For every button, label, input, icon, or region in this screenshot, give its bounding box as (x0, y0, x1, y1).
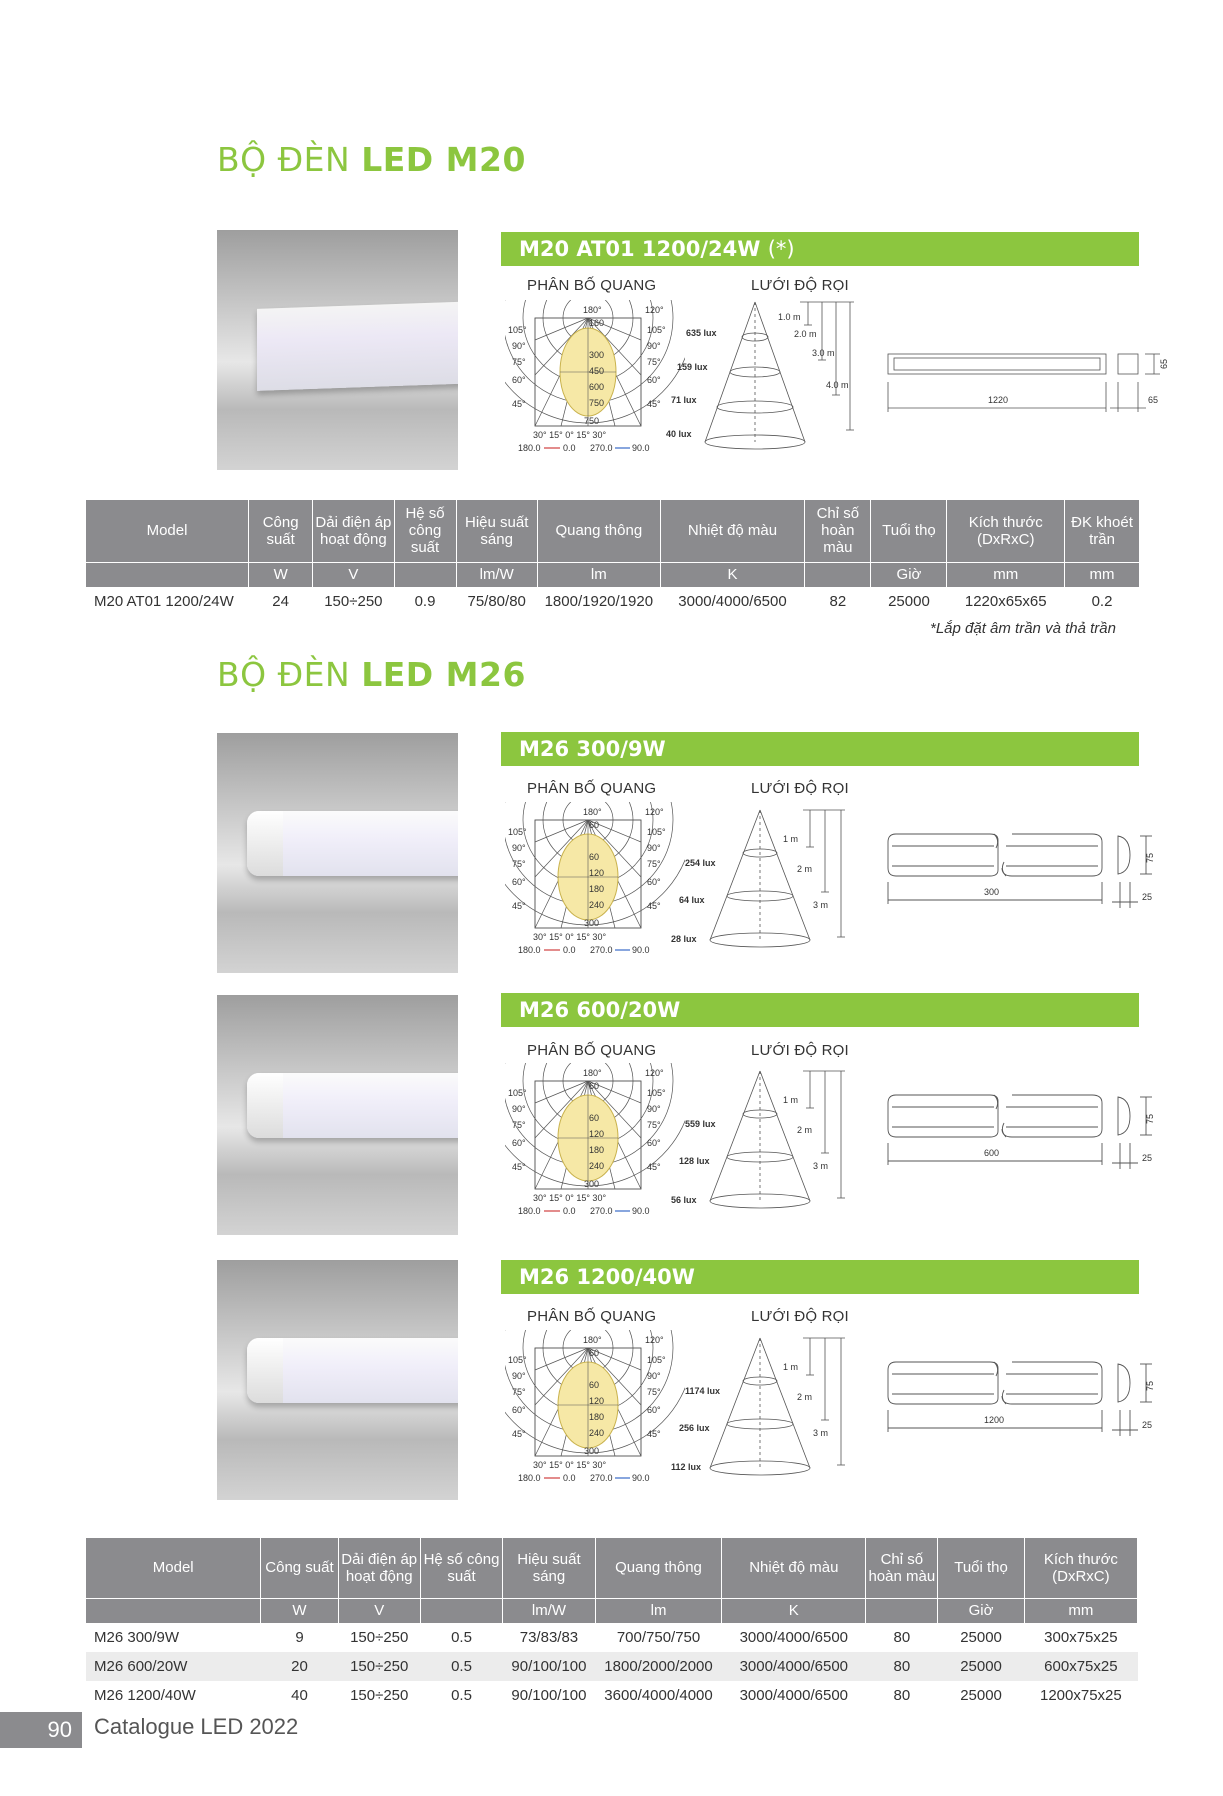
svg-text:60: 60 (589, 1081, 600, 1091)
table-row: M20 AT01 1200/24W 24 150÷250 0.9 75/80/80 1800/1920/1920 3000/4000/6500 82 25000 1220x65x65 0.2 (94, 592, 1113, 610)
table-header-row: Model Công suất Dải điện áp hoạt động Hệ số công suất Hiệu suất sáng Quang thông Nhiệt độ màu Chỉ số hoàn màu Tuổi thọ Kích thước (DxRxC) ĐK khoét trần (86, 500, 1140, 562)
svg-text:45°: 45° (512, 1429, 526, 1439)
svg-text:25: 25 (1142, 892, 1153, 902)
svg-text:75°: 75° (512, 859, 526, 869)
lamp-image (247, 1338, 458, 1403)
cone-diagram-m20 (660, 290, 870, 460)
svg-text:105°: 105° (508, 325, 527, 335)
svg-text:3.0 m: 3.0 m (812, 348, 835, 358)
cone-label: LƯỚI ĐỘ RỌI (751, 1308, 849, 1325)
dimension-diagram-m26-1200 (880, 1350, 1180, 1440)
svg-text:105°: 105° (647, 325, 666, 335)
polar-label: PHÂN BỐ QUANG (527, 1042, 657, 1059)
section-title-m20 (217, 140, 526, 179)
svg-text:90.0: 90.0 (632, 443, 650, 453)
svg-text:2.0 m: 2.0 m (794, 329, 817, 339)
cone-diagram-m26-1200 (665, 1330, 865, 1480)
svg-text:60°: 60° (647, 375, 661, 385)
svg-text:60°: 60° (512, 877, 526, 887)
svg-text:75°: 75° (512, 1120, 526, 1130)
lux-label: 256 lux (679, 1423, 710, 1433)
table-row: M26 600/20W 20 150÷250 0.5 90/100/100 1800/2000/2000 3000/4000/6500 80 25000 600x75x25 (86, 1652, 1138, 1681)
svg-text:180.0: 180.0 (518, 443, 541, 453)
product-name: M20 AT01 1200/24W (519, 237, 761, 261)
svg-text:270.0: 270.0 (590, 945, 613, 955)
dim-width: 65 (1148, 395, 1159, 405)
svg-text:45°: 45° (647, 901, 661, 911)
svg-text:120: 120 (589, 1396, 605, 1406)
svg-text:60: 60 (589, 1348, 600, 1358)
polar-label: PHÂN BỐ QUANG (527, 780, 657, 797)
svg-text:105°: 105° (647, 1355, 666, 1365)
dim-length: 300 (984, 887, 1000, 897)
product-bar-m26-600: M26 600/20W (501, 993, 1139, 1027)
svg-text:90.0: 90.0 (632, 1206, 650, 1216)
footnote: *Lắp đặt âm trần và thả trần (930, 620, 1116, 637)
svg-text:0.0: 0.0 (563, 443, 576, 453)
svg-text:90°: 90° (512, 1371, 526, 1381)
svg-text:40 lux: 40 lux (666, 429, 692, 439)
svg-text:240: 240 (589, 900, 605, 910)
product-bar-m20 (501, 232, 1139, 266)
svg-text:180: 180 (589, 884, 605, 894)
svg-text:30° 15° 0° 15° 30°: 30° 15° 0° 15° 30° (533, 1460, 607, 1470)
lamp-image (247, 811, 458, 876)
spec-table-m20 (86, 500, 1140, 616)
polar-bottom: 30° 15° 0° 15° 30° (533, 430, 607, 440)
svg-text:60: 60 (589, 1113, 600, 1123)
svg-text:270.0: 270.0 (590, 443, 613, 453)
polar-top-120: 120° (645, 305, 664, 315)
svg-text:0.0: 0.0 (563, 1473, 576, 1483)
svg-text:45°: 45° (512, 1162, 526, 1172)
svg-text:60: 60 (589, 852, 600, 862)
table-header-row: Model Công suất Dải điện áp hoạt động Hệ số công suất Hiệu suất sáng Quang thông Nhiệt độ màu Chỉ số hoàn màu Tuổi thọ Kích thước (DxRxC) (86, 1538, 1138, 1598)
svg-text:75: 75 (1145, 1113, 1155, 1124)
svg-text:45°: 45° (512, 901, 526, 911)
svg-text:120°: 120° (645, 807, 664, 817)
svg-text:0.0: 0.0 (563, 1206, 576, 1216)
product-photo-m26-600 (217, 995, 458, 1235)
svg-text:60°: 60° (647, 1138, 661, 1148)
svg-text:120°: 120° (645, 1335, 664, 1345)
distance-label: 1 m (783, 1095, 799, 1105)
svg-text:4.0 m: 4.0 m (826, 380, 849, 390)
polar-top-180: 180° (583, 305, 602, 315)
distance-label: 1 m (783, 1362, 799, 1372)
svg-text:25: 25 (1142, 1420, 1153, 1430)
polar-label: PHÂN BỐ QUANG (527, 1308, 657, 1325)
svg-text:75°: 75° (647, 357, 661, 367)
svg-text:270.0: 270.0 (590, 1473, 613, 1483)
lux-label: 112 lux (671, 1462, 702, 1472)
product-photo-m20 (217, 230, 458, 470)
svg-text:180.0: 180.0 (518, 1473, 541, 1483)
table-row: M26 300/9W 9 150÷250 0.5 73/83/83 700/750/750 3000/4000/6500 80 25000 300x75x25 (94, 1628, 1118, 1646)
svg-text:270.0: 270.0 (590, 1206, 613, 1216)
svg-text:90°: 90° (512, 843, 526, 853)
svg-text:240: 240 (589, 1428, 605, 1438)
page-number: 90 (0, 1712, 82, 1748)
spec-table-m26 (86, 1538, 1138, 1710)
dimension-diagram-m26-300 (880, 822, 1180, 912)
svg-text:300: 300 (589, 350, 605, 360)
svg-text:180.0: 180.0 (518, 1206, 541, 1216)
svg-text:120: 120 (589, 868, 605, 878)
lux-label: 128 lux (679, 1156, 710, 1166)
dim-length: 1200 (984, 1415, 1005, 1425)
svg-text:90°: 90° (512, 341, 526, 351)
polar-diagram-m26-600 (505, 1063, 685, 1223)
svg-text:0.0: 0.0 (563, 945, 576, 955)
product-bar-m26-1200: M26 1200/40W (501, 1260, 1139, 1294)
svg-text:300: 300 (584, 1179, 600, 1189)
svg-text:180°: 180° (583, 1068, 602, 1078)
lux-label: 559 lux (685, 1119, 716, 1129)
svg-text:60°: 60° (512, 375, 526, 385)
svg-text:60°: 60° (647, 1405, 661, 1415)
svg-text:160: 160 (589, 318, 605, 328)
dimension-diagram-m26-600 (880, 1083, 1180, 1173)
distance-label: 1 m (783, 834, 799, 844)
dimension-diagram-m20 (880, 340, 1180, 420)
product-photo-m26-300 (217, 733, 458, 973)
cone-label: LƯỚI ĐỘ RỌI (751, 1042, 849, 1059)
svg-text:90°: 90° (647, 1104, 661, 1114)
svg-text:75°: 75° (647, 1387, 661, 1397)
lux-label: 1174 lux (685, 1386, 721, 1396)
cone-diagram-m26-600 (665, 1063, 865, 1213)
svg-text:45°: 45° (647, 1162, 661, 1172)
svg-text:750: 750 (584, 416, 600, 426)
distance-label: 3 m (813, 900, 829, 910)
table-row: M26 1200/40W 40 150÷250 0.5 90/100/100 3600/4000/4000 3000/4000/6500 80 25000 1200x75x25 (94, 1686, 1122, 1704)
svg-text:75°: 75° (647, 859, 661, 869)
product-note: (*) (767, 237, 795, 261)
svg-text:90°: 90° (647, 843, 661, 853)
svg-text:105°: 105° (508, 827, 527, 837)
svg-text:30° 15° 0° 15° 30°: 30° 15° 0° 15° 30° (533, 932, 607, 942)
svg-text:75: 75 (1145, 1380, 1155, 1391)
svg-text:180: 180 (589, 1145, 605, 1155)
svg-text:750: 750 (589, 398, 605, 408)
svg-text:75: 75 (1145, 852, 1155, 863)
svg-text:180.0: 180.0 (518, 945, 541, 955)
svg-text:45°: 45° (512, 399, 526, 409)
svg-text:120: 120 (589, 1129, 605, 1139)
title-prefix: BỘ ĐÈN (217, 140, 362, 179)
lux-label: 28 lux (671, 934, 697, 944)
svg-text:71 lux: 71 lux (671, 395, 697, 405)
svg-text:60: 60 (589, 820, 600, 830)
title-bold: LED M26 (361, 655, 526, 694)
svg-text:90.0: 90.0 (632, 1473, 650, 1483)
polar-diagram-m26-300 (505, 802, 685, 962)
svg-text:105°: 105° (508, 1355, 527, 1365)
svg-text:180°: 180° (583, 807, 602, 817)
svg-text:90°: 90° (512, 1104, 526, 1114)
dim-length: 1220 (988, 395, 1009, 405)
svg-text:75°: 75° (512, 1387, 526, 1397)
svg-text:90°: 90° (647, 1371, 661, 1381)
dim-height: 65 (1159, 358, 1169, 369)
svg-text:300: 300 (584, 1446, 600, 1456)
distance-label: 2 m (797, 1392, 813, 1402)
lamp-image (257, 301, 458, 391)
svg-text:105°: 105° (647, 827, 666, 837)
polar-label: PHÂN BỐ QUANG (527, 277, 657, 294)
lux-label: 254 lux (685, 858, 716, 868)
svg-text:60°: 60° (512, 1138, 526, 1148)
svg-text:60°: 60° (647, 877, 661, 887)
svg-text:600: 600 (589, 382, 605, 392)
svg-text:180: 180 (589, 1412, 605, 1422)
distance-label: 3 m (813, 1161, 829, 1171)
svg-text:25: 25 (1142, 1153, 1153, 1163)
table-units-row: W V lm/W lm K Giờ mm mm (86, 562, 1140, 587)
svg-text:120°: 120° (645, 1068, 664, 1078)
svg-text:90.0: 90.0 (632, 945, 650, 955)
section-title-m26 (217, 655, 526, 694)
cone-label: LƯỚI ĐỘ RỌI (751, 277, 849, 294)
dim-length: 600 (984, 1148, 1000, 1158)
product-bar-m26-300: M26 300/9W (501, 732, 1139, 766)
distance-label: 2 m (797, 1125, 813, 1135)
svg-text:240: 240 (589, 1161, 605, 1171)
svg-text:300: 300 (584, 918, 600, 928)
svg-text:60°: 60° (512, 1405, 526, 1415)
svg-text:90°: 90° (647, 341, 661, 351)
distance-label: 2 m (797, 864, 813, 874)
table-units-row: W V lm/W lm K Giờ mm (86, 1598, 1138, 1623)
lux-label: 56 lux (671, 1195, 697, 1205)
svg-text:180°: 180° (583, 1335, 602, 1345)
svg-text:159 lux: 159 lux (677, 362, 708, 372)
product-photo-m26-1200 (217, 1260, 458, 1500)
svg-text:75°: 75° (647, 1120, 661, 1130)
polar-diagram-m20 (505, 300, 685, 460)
distance-label: 3 m (813, 1428, 829, 1438)
svg-text:75°: 75° (512, 357, 526, 367)
title-bold: LED M20 (361, 140, 526, 179)
svg-text:60: 60 (589, 1380, 600, 1390)
svg-text:105°: 105° (508, 1088, 527, 1098)
lux-label: 64 lux (679, 895, 705, 905)
cone-label: LƯỚI ĐỘ RỌI (751, 780, 849, 797)
svg-text:1.0 m: 1.0 m (778, 312, 801, 322)
svg-text:105°: 105° (647, 1088, 666, 1098)
svg-text:635 lux: 635 lux (686, 328, 717, 338)
svg-text:450: 450 (589, 366, 605, 376)
polar-diagram-m26-1200 (505, 1330, 685, 1490)
title-prefix: BỘ ĐÈN (217, 655, 362, 694)
svg-text:45°: 45° (647, 1429, 661, 1439)
cone-diagram-m26-300 (665, 802, 865, 952)
svg-text:45°: 45° (647, 399, 661, 409)
lamp-image (247, 1073, 458, 1138)
catalog-title: Catalogue LED 2022 (94, 1714, 299, 1739)
svg-text:30° 15° 0° 15° 30°: 30° 15° 0° 15° 30° (533, 1193, 607, 1203)
